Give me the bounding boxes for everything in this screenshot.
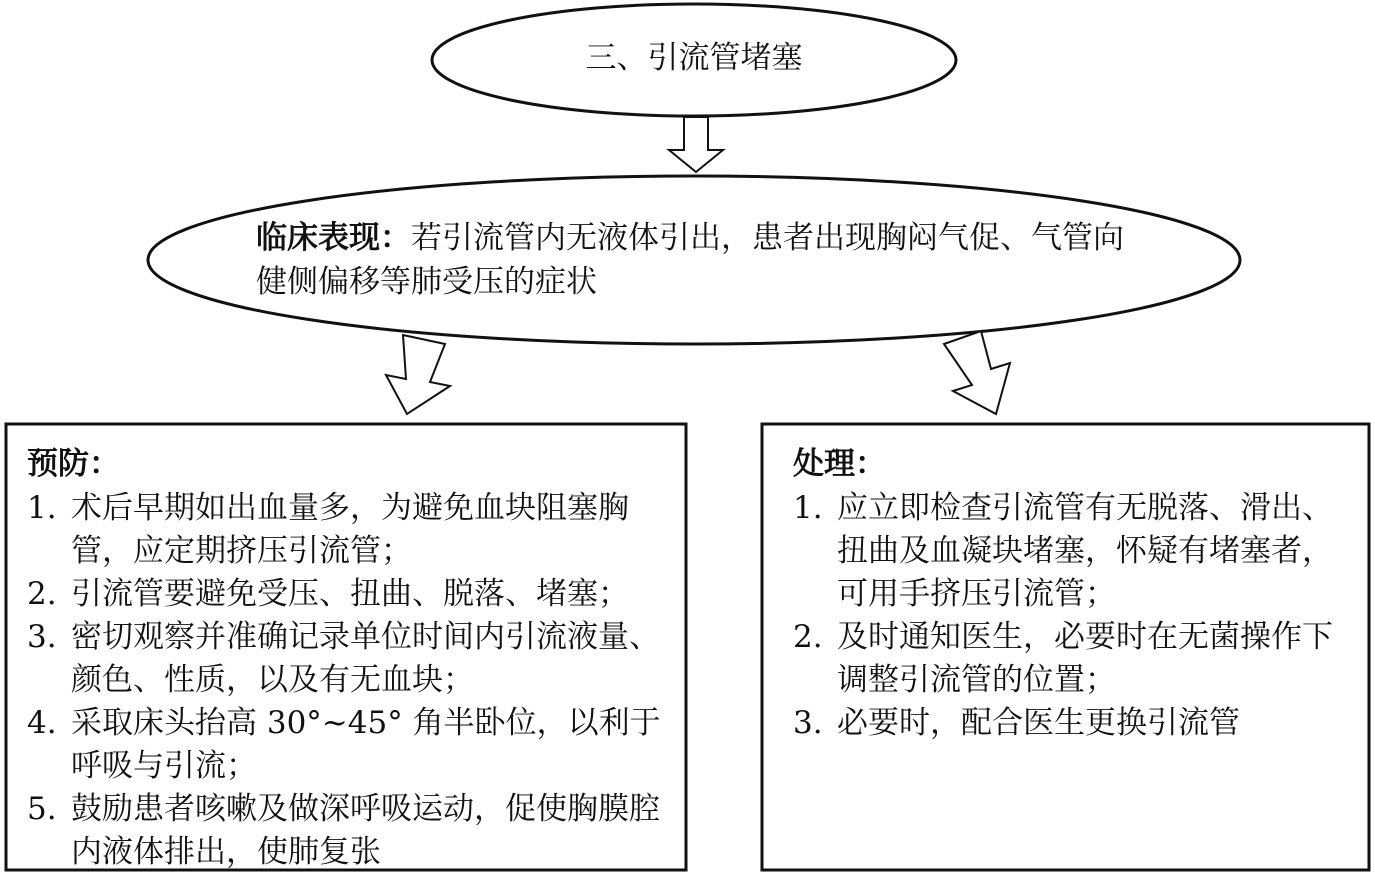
prevention-item-number: 5. [27,791,57,827]
prevention-item [27,702,667,788]
prevention-item-number: 2. [27,576,57,612]
clinical-presentation [256,216,1136,304]
handling-content [793,443,1348,745]
prevention-item-text: 鼓励患者咳嗽及做深呼吸运动，促使胸膜腔内液体排出，使肺复张 [71,791,660,870]
arrow-title-to-clinical [669,117,723,172]
prevention-item-number: 4. [27,705,57,741]
handling-item [793,702,1348,745]
prevention-item-number: 3. [27,619,57,655]
handling-item [793,487,1348,616]
prevention-item [27,788,667,874]
arrow-clinical-to-handling [944,331,1010,414]
arrow-clinical-to-prevention [386,335,450,414]
prevention-item-text: 采取床头抬高 30°~45° 角半卧位，以利于呼吸与引流； [71,705,661,784]
handling-list [793,487,1348,745]
prevention-item-text: 引流管要避免受压、扭曲、脱落、堵塞； [71,576,629,612]
prevention-list [27,487,667,874]
handling-item-number: 3. [793,705,823,741]
prevention-content [27,443,667,874]
title-text: 三、引流管堵塞 [585,40,803,76]
handling-item-number: 2. [793,619,823,655]
prevention-item-number: 1. [27,490,57,526]
prevention-item [27,487,667,573]
handling-item-text: 应立即检查引流管有无脱落、滑出、扭曲及血凝块堵塞，怀疑有堵塞者，可用手挤压引流管； [837,490,1333,612]
prevention-item [27,573,667,616]
prevention-item-text: 密切观察并准确记录单位时间内引流液量、颜色、性质，以及有无血块； [71,619,660,698]
prevention-heading: 预防： [27,446,120,482]
handling-item-number: 1. [793,490,823,526]
clinical-description: 若引流管内无液体引出，患者出现胸闷气促、气管向健侧偏移等肺受压的症状 [256,220,1124,300]
clinical-label: 临床表现： [256,220,411,256]
handling-item-text: 及时通知医生，必要时在无菌操作下调整引流管的位置； [837,619,1333,698]
handling-item [793,616,1348,702]
prevention-item [27,616,667,702]
handling-item-text: 必要时，配合医生更换引流管 [837,705,1240,741]
handling-heading: 处理： [793,446,886,482]
prevention-item-text: 术后早期如出血量多，为避免血块阻塞胸管，应定期挤压引流管； [71,490,629,569]
